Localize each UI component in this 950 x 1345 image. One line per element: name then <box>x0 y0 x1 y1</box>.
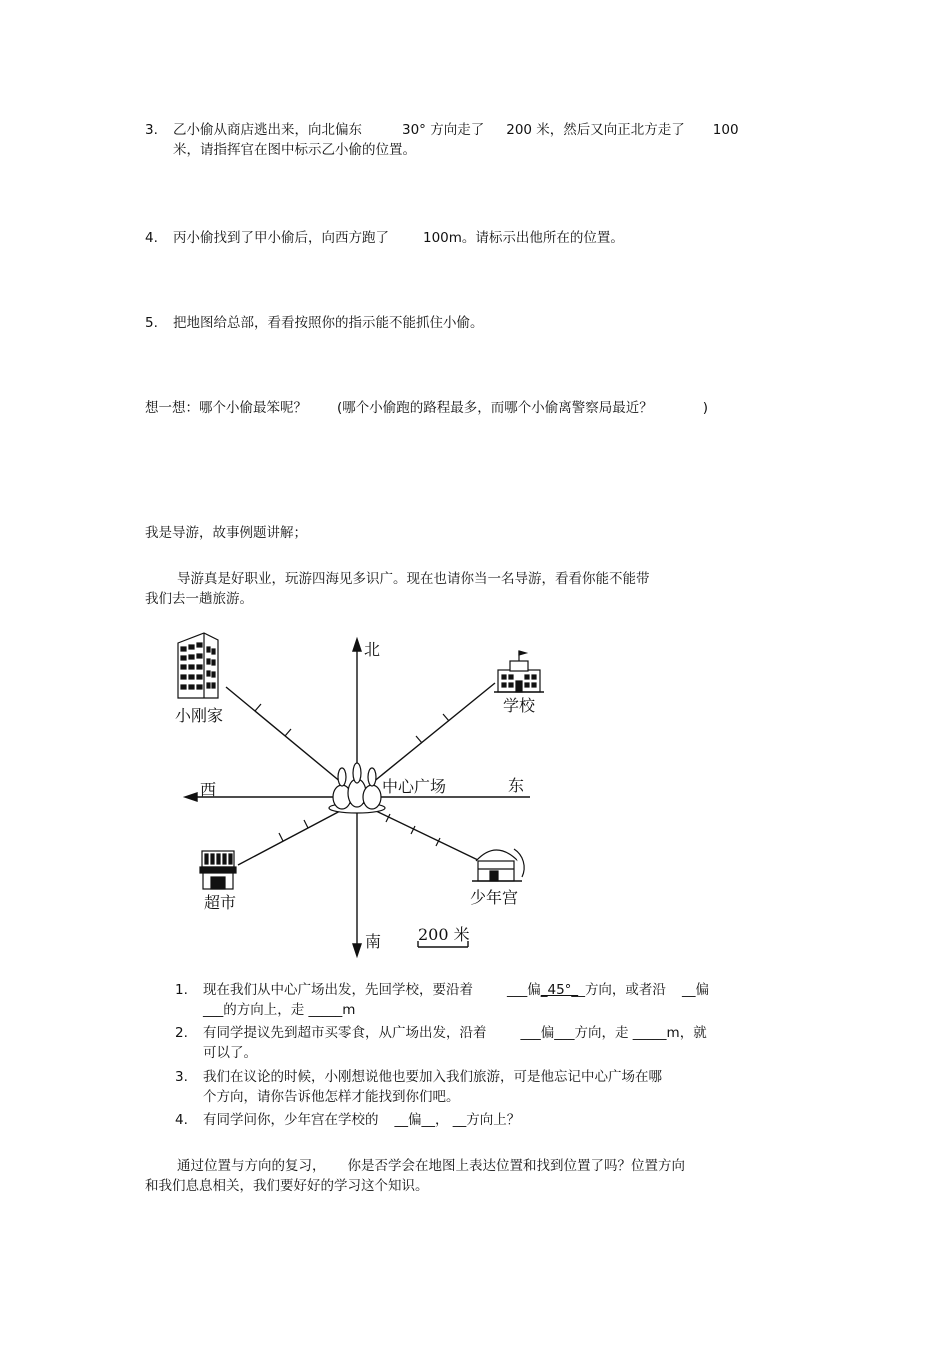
map-question-1: 1. 现在我们从中心广场出发，先回学校，要沿着 ___偏_45°__方向，或者沿 __偏 ___的方向上，走 _____m <box>175 982 709 1018</box>
scale-label: 200 米 <box>418 925 470 944</box>
distance-ticks <box>255 704 449 846</box>
map-question-4: 4. 有同学问你，少年宫在学校的 __偏__， __方向上？ <box>175 1112 521 1128</box>
north-arrow <box>353 639 361 651</box>
direction-map <box>160 625 560 960</box>
map-question-2: 2. 有同学提议先到超市买零食，从广场出发，沿着 ___偏___方向，走 _____m，就 可以了。 <box>175 1025 707 1061</box>
market-label: 超市 <box>204 893 237 912</box>
west-arrow <box>185 793 197 801</box>
market-building-icon <box>200 851 236 889</box>
home-label: 小刚家 <box>175 706 224 725</box>
south-arrow <box>353 944 361 956</box>
school-label: 学校 <box>503 696 536 715</box>
think-question: 想一想：哪个小偷最笨呢？ (哪个小偷跑的路程最多，而哪个小偷离警察局最近？ ) <box>145 400 709 416</box>
palace-building-icon <box>472 849 524 881</box>
center-label: 中心广场 <box>382 777 447 796</box>
school-building-icon <box>494 651 544 692</box>
road-to-market <box>238 810 342 865</box>
question-4: 4. 丙小偷找到了甲小偷后，向西方跑了 100m。请标示出他所在的位置。 <box>145 230 624 246</box>
question-5: 5. 把地图给总部，看看按照你的指示能不能抓住小偷。 <box>145 315 484 331</box>
map-question-3: 3. 我们在议论的时候，小刚想说他也要加入我们旅游，可是他忘记中心广场在哪 个方向，请你告诉他怎样才能找到你们吧。 <box>175 1069 662 1105</box>
east-label: 东 <box>508 776 525 795</box>
summary: 通过位置与方向的复习， 你是否学会在地图上表达位置和找到位置了吗？位置方向 和我们息息相关，我们要好好的学习这个知识。 <box>145 1158 685 1194</box>
guide-heading: 我是导游，故事例题讲解； <box>145 525 307 541</box>
plaza-trees-icon <box>329 763 385 813</box>
guide-intro: 导游真是好职业，玩游四海见多识广。现在也请你当一名导游，看看你能不能带 我们去一趟旅游。 <box>145 571 650 607</box>
road-to-school <box>372 683 495 783</box>
west-label: 西 <box>200 780 217 799</box>
palace-label: 少年宫 <box>470 888 519 907</box>
road-to-home <box>226 687 342 783</box>
south-label: 南 <box>365 932 382 951</box>
question-3: 3. 乙小偷从商店逃出来，向北偏东 30° 方向走了 200 米，然后又向正北方走了 100 米，请指挥官在图中标示乙小偷的位置。 <box>145 122 739 158</box>
home-building-icon <box>178 633 218 698</box>
north-label: 北 <box>364 640 381 659</box>
road-to-palace <box>374 810 480 861</box>
